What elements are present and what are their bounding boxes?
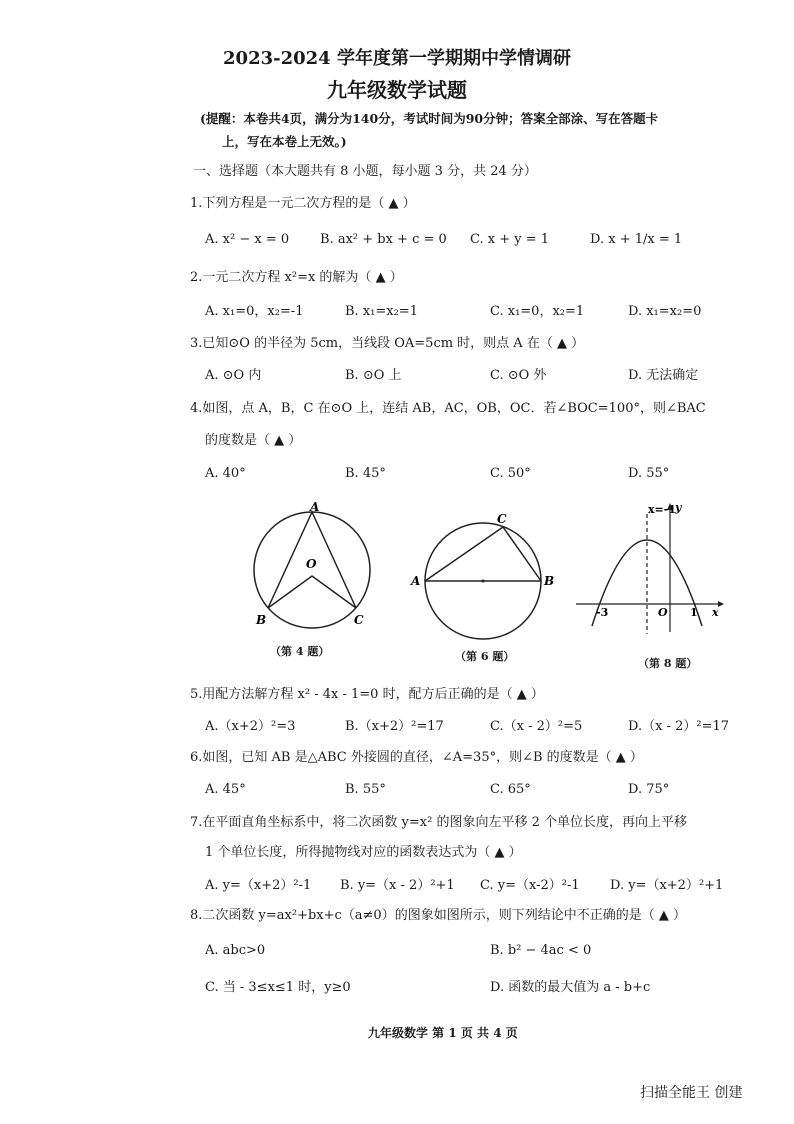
fig8-label-x: x: [712, 606, 719, 619]
q8-option-a: A. abc>0: [205, 943, 266, 958]
q4-stem-line2: 的度数是（ ▲ ）: [205, 433, 302, 448]
fig8-label-one: 1: [690, 606, 698, 619]
fig4-label-b: B: [256, 613, 267, 627]
fig6-center-dot: [482, 580, 485, 583]
fig6-label-a: A: [411, 574, 421, 588]
q4-option-d: D. 55°: [628, 466, 670, 481]
fig8-label-neg3: -3: [596, 606, 609, 619]
section-heading: 一、选择题（本大题共有 8 小题，每小题 3 分，共 24 分）: [193, 164, 537, 179]
q6-stem: 6.如图，已知 AB 是△ABC 外接圆的直径，∠A=35°，则∠B 的度数是（ ▲ ）: [190, 750, 643, 765]
fig8-caption: （第 8 题）: [638, 657, 698, 670]
fig6-label-c: C: [497, 512, 507, 526]
fig4-label-a: A: [310, 500, 320, 514]
q6-option-c: C. 65°: [490, 782, 531, 797]
fig4-label-o: O: [306, 557, 317, 571]
fig4-label-c: C: [354, 613, 364, 627]
q8-option-d: D. 函数的最大值为 a - b+c: [490, 980, 651, 995]
q7-option-a: A. y=（x+2）²-1: [205, 878, 312, 893]
q8-option-c: C. 当 - 3≤x≤1 时，y≥0: [205, 980, 351, 995]
q1-option-a: A. x² − x = 0: [205, 232, 290, 247]
fig8-label-y: y: [675, 501, 682, 514]
q4-option-c: C. 50°: [490, 466, 531, 481]
q5-option-a: A.（x+2）²=3: [205, 719, 296, 734]
exam-title: 2023-2024 学年度第一学期期中学情调研: [223, 48, 571, 69]
fig8-label-axis-line: x=-1: [648, 503, 676, 516]
q2-stem: 2.一元二次方程 x²=x 的解为（ ▲ ）: [190, 270, 403, 285]
notice-line2: 上，写在本卷上无效。): [222, 134, 347, 149]
q8-stem: 8.二次函数 y=ax²+bx+c（a≠0）的图象如图所示，则下列结论中不正确的是（ ▲ ）: [190, 908, 686, 923]
q4-stem-line1: 4.如图，点 A，B，C 在⊙O 上，连结 AB，AC，OB，OC．若∠BOC=100°，则∠BAC: [190, 401, 706, 416]
figure-q8: [570, 500, 730, 640]
q3-option-a: A. ⊙O 内: [205, 368, 262, 383]
fig6-triangle: [425, 527, 541, 581]
q3-option-d: D. 无法确定: [628, 368, 699, 383]
q6-option-d: D. 75°: [628, 782, 670, 797]
exam-subtitle: 九年级数学试题: [327, 78, 467, 102]
q3-stem: 3.已知⊙O 的半径为 5cm，当线段 OA=5cm 时，则点 A 在（ ▲ ）: [190, 336, 585, 351]
q7-option-d: D. y=（x+2）²+1: [610, 878, 724, 893]
q2-option-a: A. x₁=0，x₂=-1: [205, 304, 304, 319]
q7-option-b: B. y=（x - 2）²+1: [340, 878, 455, 893]
q7-stem-line1: 7.在平面直角坐标系中，将二次函数 y=x² 的图象向左平移 2 个单位长度，再向上平移: [190, 815, 687, 830]
fig8-label-origin: O: [658, 606, 668, 619]
fig6-label-b: B: [544, 574, 555, 588]
notice-line1: (提醒：本卷共4页，满分为140分，考试时间为90分钟；答案全部涂、写在答题卡: [200, 111, 659, 126]
q5-option-b: B.（x+2）²=17: [345, 719, 444, 734]
fig8-x-arrow: [718, 601, 724, 607]
q7-option-c: C. y=（x-2）²-1: [480, 878, 580, 893]
q3-option-c: C. ⊙O 外: [490, 368, 547, 383]
q4-option-a: A. 40°: [205, 466, 246, 481]
q2-option-d: D. x₁=x₂=0: [628, 304, 702, 319]
q2-option-b: B. x₁=x₂=1: [345, 304, 418, 319]
fig4-caption: （第 4 题）: [270, 645, 330, 658]
q3-option-b: B. ⊙O 上: [345, 368, 402, 383]
q2-option-c: C. x₁=0，x₂=1: [490, 304, 585, 319]
q8-option-b: B. b² − 4ac < 0: [490, 943, 592, 958]
q1-option-d: D. x + 1/x = 1: [590, 232, 683, 247]
q5-option-c: C.（x - 2）²=5: [490, 719, 583, 734]
fig6-caption: （第 6 题）: [455, 650, 515, 663]
q5-stem: 5.用配方法解方程 x² - 4x - 1=0 时，配方后正确的是（ ▲ ）: [190, 687, 544, 702]
q6-option-a: A. 45°: [205, 782, 246, 797]
q1-option-b: B. ax² + bx + c = 0: [320, 232, 447, 247]
figure-q6: [408, 505, 558, 645]
figure-q4: [240, 500, 390, 640]
q4-option-b: B. 45°: [345, 466, 386, 481]
q1-option-c: C. x + y = 1: [470, 232, 550, 247]
q6-option-b: B. 55°: [345, 782, 386, 797]
q1-stem: 1.下列方程是一元二次方程的是（ ▲ ）: [190, 196, 416, 211]
scanner-watermark: 扫描全能王 创建: [640, 1085, 743, 1101]
q5-option-d: D.（x - 2）²=17: [628, 719, 729, 734]
q7-stem-line2: 1 个单位长度，所得抛物线对应的函数表达式为（ ▲ ）: [205, 845, 522, 860]
page-footer: 九年级数学 第 1 页 共 4 页: [368, 1026, 518, 1040]
